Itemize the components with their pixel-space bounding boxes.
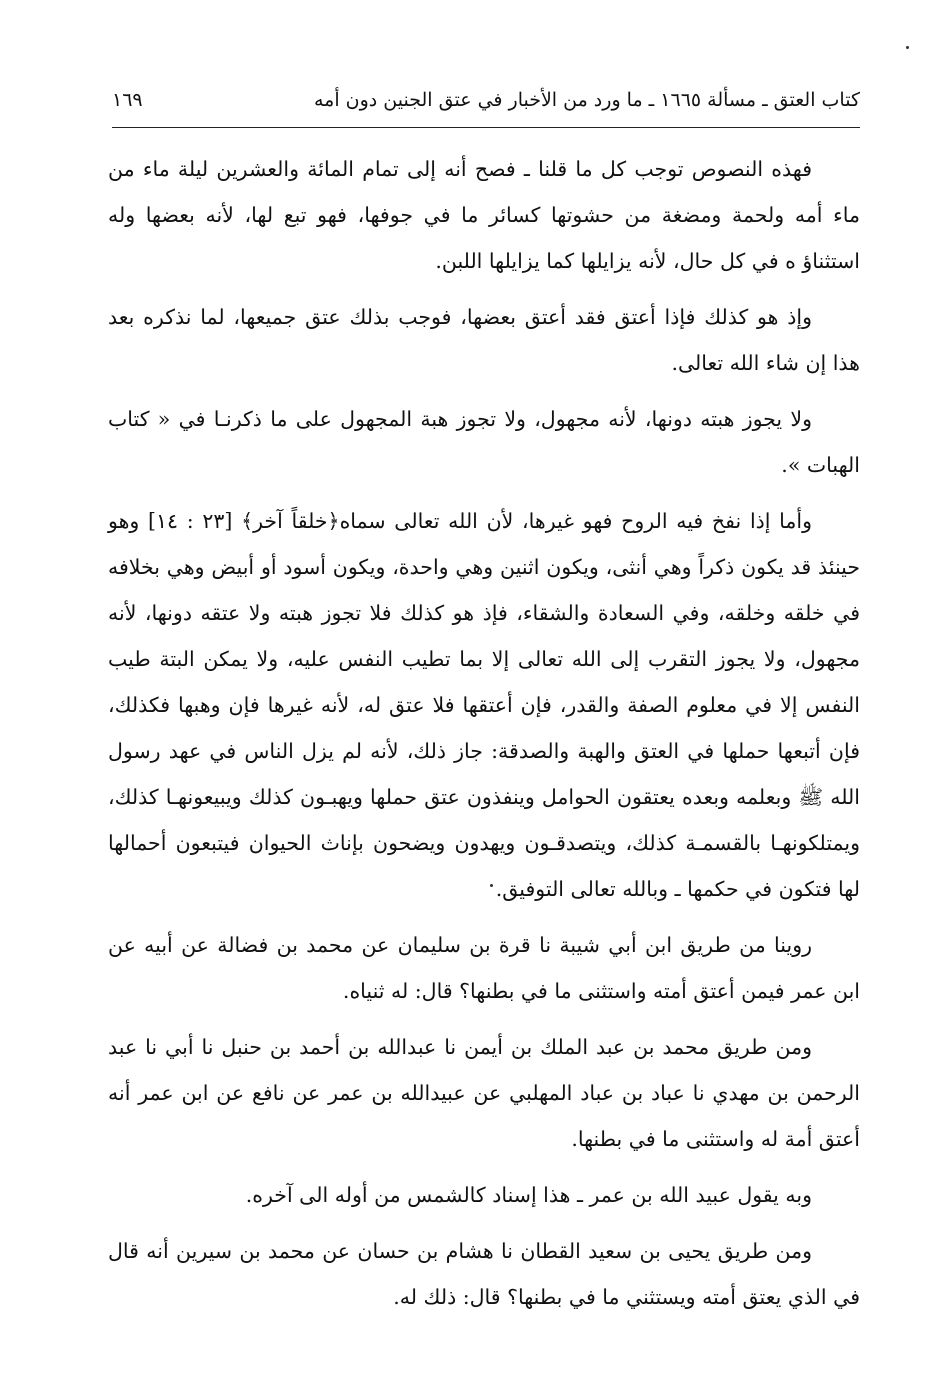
paragraph: وإذ هو كذلك فإذا أعتق فقد أعتق بعضها، فوجب بذلك عتق جميعها، لما نذكره بعد هذا إن شاء الله تعالى. — [108, 305, 860, 375]
paragraph: ومن طريق محمد بن عبد الملك بن أيمن نا عبدالله بن أحمد بن حنبل نا أبي نا عبد الرحمن بن مهدي نا عباد بن عباد المهلبي عن عبيدالله بن عمر عن نافع عن ابن عمر أنه أعتق أمة له واستثنى ما في بطنها. — [108, 1035, 860, 1151]
paragraph: وبه يقول عبيد الله بن عمر ـ هذا إسناد كالشمس من أوله الى آخره. — [245, 1183, 812, 1207]
paragraph: فهذه النصوص توجب كل ما قلنا ـ فصح أنه إلى تمام المائة والعشرين ليلة ماء من ماء أمه ولحمة ومضغة من حشوتها كسائر ما في جوفها، فهو تبع لها، لأنه بعضها وله استثناؤ ه في كل حال، لأنه يزايلها كما يزايلها اللبن. — [108, 157, 860, 273]
paragraph: وأما إذا نفخ فيه الروح فهو غيرها، لأن الله تعالى سماه﴿خلقاً آخر﴾ [٢٣ : ١٤] وهو حينئذ قد يكون ذكراً وهي أنثى، ويكون اثنين وهي واحدة، ويكون أسود أو أبيض وهي بخلافه في خلقه وخلقه، وفي السعادة والشقاء، فإذ هو كذلك فلا تجوز هبته ولا عتقه دونها، لأنه مجهول، ولا يجوز التقرب إلى الله تعالى إلا بما تطيب النفس عليه، ولا يمكن البتة طيب النفس إلا في معلوم الصفة والقدر، فإن أعتقها فلا عتق له، لأنه غيرها فإن وهبها فكذلك، فإن أتبعها حملها في العتق والهبة والصدقة: جاز ذلك، لأنه لم يزل الناس في عهد رسول الله ﷺ وبعلمه وبعده يعتقون الحوامل وينفذون عتق حملها ويهبـون كذلك ويبيعونهـا كذلك، ويمتلكونهـا بالقسمـة كذلك، ويتصدقـون ويهدون ويضحون بإناث الحيوان فيتبعون أحمالها لها فتكون في حكمها ـ وبالله تعالى التوفيق. — [108, 509, 860, 901]
chapter-title: كتاب العتق ـ مسألة ١٦٦٥ ـ ما ورد من الأخبار في عتق الجنين دون أمه — [314, 89, 860, 111]
paragraph: ومن طريق يحيى بن سعيد القطان نا هشام بن حسان عن محمد بن سيرين أنه قال في الذي يعتق أمته ويستثني ما في بطنها؟ قال: ذلك له. — [108, 1239, 860, 1309]
body-text — [108, 146, 860, 1330]
paragraph: روينا من طريق ابن أبي شيبة نا قرة بن سليمان عن محمد بن فضالة عن أبيه عن ابن عمر فيمن أعتق أمته واستثنى ما في بطنها؟ قال: له ثنياه. — [108, 933, 860, 1003]
scan-speck — [490, 884, 493, 887]
paragraph: ولا يجوز هبته دونها، لأنه مجهول، ولا تجوز هبة المجهول على ما ذكرنـا في « كتاب الهبات ». — [108, 407, 860, 477]
header-divider — [112, 127, 860, 128]
running-header — [112, 82, 860, 118]
page-number: ١٦٩ — [112, 89, 143, 111]
scan-speck — [906, 46, 909, 49]
